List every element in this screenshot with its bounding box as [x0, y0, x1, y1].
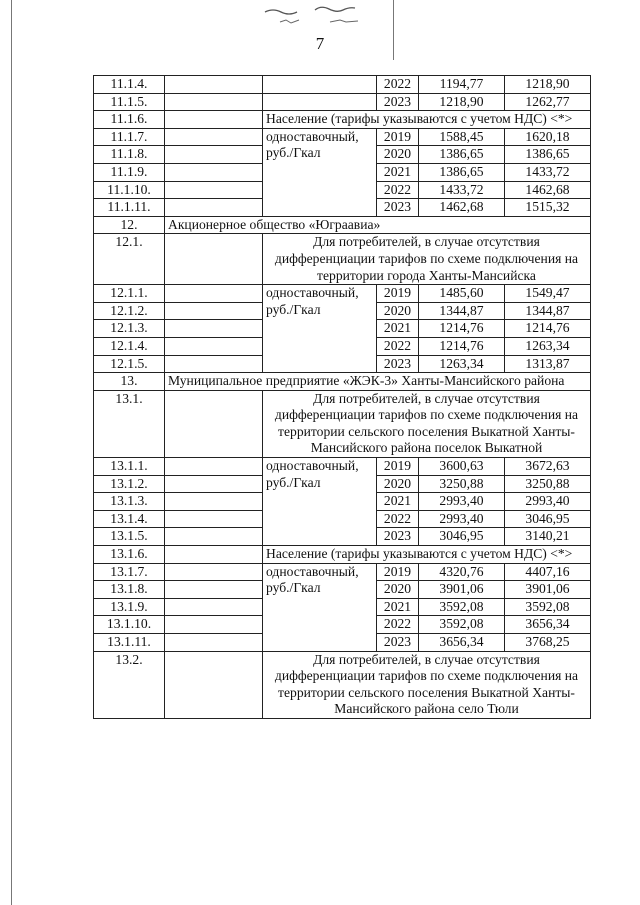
empty-cell [165, 337, 263, 355]
table-row [94, 76, 591, 94]
year-cell: 2020 [377, 146, 419, 164]
table-row [94, 458, 591, 476]
year-cell: 2023 [377, 528, 419, 546]
tariff-value-cell: 3250,88 [419, 475, 505, 493]
table-row [94, 285, 591, 303]
tariff-value-cell: 1214,76 [419, 320, 505, 338]
table-row [94, 651, 591, 718]
year-cell: 2022 [377, 337, 419, 355]
tariff-value-cell: 1433,72 [419, 181, 505, 199]
year-cell: 2021 [377, 163, 419, 181]
empty-cell [165, 93, 263, 111]
table-row [94, 563, 591, 581]
empty-cell [165, 199, 263, 217]
row-number-cell: 13.1. [94, 390, 165, 457]
tariff-value-cell: 1263,34 [505, 337, 591, 355]
year-cell: 2019 [377, 563, 419, 581]
empty-cell [165, 510, 263, 528]
year-cell: 2022 [377, 76, 419, 94]
year-cell: 2021 [377, 493, 419, 511]
year-cell: 2023 [377, 634, 419, 652]
empty-cell [165, 234, 263, 285]
year-cell: 2020 [377, 475, 419, 493]
empty-cell [165, 493, 263, 511]
year-cell: 2022 [377, 181, 419, 199]
year-cell: 2020 [377, 302, 419, 320]
tariff-value-cell: 3901,06 [419, 581, 505, 599]
tariff-value-cell: 3140,21 [505, 528, 591, 546]
row-number-cell: 13.1.6. [94, 546, 165, 564]
tariff-value-cell: 2993,40 [419, 510, 505, 528]
row-number-cell: 13. [94, 373, 165, 391]
row-number-cell: 12. [94, 216, 165, 234]
tariff-value-cell: 3656,34 [419, 634, 505, 652]
empty-cell [263, 93, 377, 111]
tariff-value-cell: 3600,63 [419, 458, 505, 476]
empty-cell [263, 76, 377, 94]
row-number-cell: 13.1.3. [94, 493, 165, 511]
empty-cell [165, 546, 263, 564]
table-row [94, 93, 591, 111]
row-number-cell: 13.2. [94, 651, 165, 718]
table-row [94, 373, 591, 391]
tariff-value-cell: 1344,87 [505, 302, 591, 320]
empty-cell [165, 163, 263, 181]
tariff-value-cell: 3250,88 [505, 475, 591, 493]
tariff-value-cell: 1462,68 [505, 181, 591, 199]
consumer-description-cell: Для потребителей, в случае отсутствия дифференциации тарифов по схеме подключения на территории города Ханты-Мансийска [263, 234, 591, 285]
row-number-cell: 13.1.4. [94, 510, 165, 528]
population-heading-cell: Население (тарифы указываются с учетом НДС) <*> [263, 111, 591, 129]
row-number-cell: 13.1.8. [94, 581, 165, 599]
tariff-value-cell: 1588,45 [419, 128, 505, 146]
tariff-value-cell: 1433,72 [505, 163, 591, 181]
year-cell: 2023 [377, 355, 419, 373]
page-number: 7 [315, 34, 325, 53]
binding-edge-left [11, 0, 12, 905]
table-row [94, 111, 591, 129]
tariff-value-cell: 1218,90 [419, 93, 505, 111]
organization-name-cell: Акционерное общество «Юграавиа» [165, 216, 591, 234]
empty-cell [165, 598, 263, 616]
tariff-value-cell: 4407,16 [505, 563, 591, 581]
empty-cell [165, 528, 263, 546]
row-number-cell: 13.1.2. [94, 475, 165, 493]
tariff-value-cell: 1485,60 [419, 285, 505, 303]
unit-cell: одноставочный, руб./Гкал [263, 128, 377, 216]
year-cell: 2020 [377, 581, 419, 599]
table-row [94, 128, 591, 146]
row-number-cell: 13.1.10. [94, 616, 165, 634]
table-row [94, 546, 591, 564]
empty-cell [165, 651, 263, 718]
tariff-value-cell: 1218,90 [505, 76, 591, 94]
tariff-value-cell: 3046,95 [419, 528, 505, 546]
tariff-value-cell: 3592,08 [505, 598, 591, 616]
tariff-value-cell: 3046,95 [505, 510, 591, 528]
row-number-cell: 13.1.7. [94, 563, 165, 581]
tariff-value-cell: 1515,32 [505, 199, 591, 217]
empty-cell [165, 355, 263, 373]
tariff-value-cell: 3672,63 [505, 458, 591, 476]
unit-cell: одноставочный, руб./Гкал [263, 458, 377, 546]
row-number-cell: 11.1.11. [94, 199, 165, 217]
unit-cell: одноставочный, руб./Гкал [263, 285, 377, 373]
consumer-description-cell: Для потребителей, в случае отсутствия дифференциации тарифов по схеме подключения на территории сельского поселения Выкатной Ханты-Мансийского района село Тюли [263, 651, 591, 718]
row-number-cell: 11.1.9. [94, 163, 165, 181]
year-cell: 2019 [377, 458, 419, 476]
row-number-cell: 11.1.7. [94, 128, 165, 146]
row-number-cell: 11.1.10. [94, 181, 165, 199]
year-cell: 2021 [377, 598, 419, 616]
organization-name-cell: Муниципальное предприятие «ЖЭК-3» Ханты-Мансийского района [165, 373, 591, 391]
row-number-cell: 12.1.4. [94, 337, 165, 355]
tariff-value-cell: 1462,68 [419, 199, 505, 217]
row-number-cell: 11.1.4. [94, 76, 165, 94]
tariff-value-cell: 3768,25 [505, 634, 591, 652]
tariff-value-cell: 1620,18 [505, 128, 591, 146]
year-cell: 2022 [377, 510, 419, 528]
year-cell: 2023 [377, 199, 419, 217]
tariff-table [93, 75, 591, 719]
scan-noise-marks [255, 2, 385, 32]
year-cell: 2021 [377, 320, 419, 338]
empty-cell [165, 146, 263, 164]
tariff-value-cell: 1263,34 [419, 355, 505, 373]
row-number-cell: 12.1.5. [94, 355, 165, 373]
tariff-value-cell: 3656,34 [505, 616, 591, 634]
tariff-value-cell: 1386,65 [419, 163, 505, 181]
tariff-value-cell: 1549,47 [505, 285, 591, 303]
tariff-value-cell: 1313,87 [505, 355, 591, 373]
table-row [94, 216, 591, 234]
tariff-value-cell: 1194,77 [419, 76, 505, 94]
row-number-cell: 12.1.3. [94, 320, 165, 338]
row-number-cell: 13.1.5. [94, 528, 165, 546]
tariff-value-cell: 4320,76 [419, 563, 505, 581]
population-heading-cell: Население (тарифы указываются с учетом НДС) <*> [263, 546, 591, 564]
tariff-value-cell: 1344,87 [419, 302, 505, 320]
tariff-value-cell: 1386,65 [505, 146, 591, 164]
empty-cell [165, 634, 263, 652]
tariff-value-cell: 1214,76 [505, 320, 591, 338]
row-number-cell: 11.1.5. [94, 93, 165, 111]
empty-cell [165, 581, 263, 599]
tariff-value-cell: 2993,40 [505, 493, 591, 511]
year-cell: 2022 [377, 616, 419, 634]
row-number-cell: 12.1. [94, 234, 165, 285]
consumer-description-cell: Для потребителей, в случае отсутствия дифференциации тарифов по схеме подключения на территории сельского поселения Выкатной Ханты-Мансийского района поселок Выкатной [263, 390, 591, 457]
tariff-value-cell: 3592,08 [419, 616, 505, 634]
empty-cell [165, 128, 263, 146]
year-cell: 2019 [377, 128, 419, 146]
empty-cell [165, 458, 263, 476]
tariff-value-cell: 1386,65 [419, 146, 505, 164]
empty-cell [165, 563, 263, 581]
row-number-cell: 13.1.1. [94, 458, 165, 476]
row-number-cell: 13.1.9. [94, 598, 165, 616]
empty-cell [165, 390, 263, 457]
row-number-cell: 12.1.2. [94, 302, 165, 320]
unit-cell: одноставочный, руб./Гкал [263, 563, 377, 651]
tariff-value-cell: 1262,77 [505, 93, 591, 111]
empty-cell [165, 475, 263, 493]
row-number-cell: 13.1.11. [94, 634, 165, 652]
row-number-cell: 11.1.8. [94, 146, 165, 164]
empty-cell [165, 76, 263, 94]
empty-cell [165, 111, 263, 129]
table-row [94, 390, 591, 457]
row-number-cell: 11.1.6. [94, 111, 165, 129]
tariff-value-cell: 3901,06 [505, 581, 591, 599]
empty-cell [165, 181, 263, 199]
empty-cell [165, 285, 263, 303]
year-cell: 2023 [377, 93, 419, 111]
row-number-cell: 12.1.1. [94, 285, 165, 303]
empty-cell [165, 616, 263, 634]
tariff-value-cell: 1214,76 [419, 337, 505, 355]
tariff-value-cell: 3592,08 [419, 598, 505, 616]
tariff-value-cell: 2993,40 [419, 493, 505, 511]
empty-cell [165, 302, 263, 320]
year-cell: 2019 [377, 285, 419, 303]
empty-cell [165, 320, 263, 338]
table-row [94, 234, 591, 285]
